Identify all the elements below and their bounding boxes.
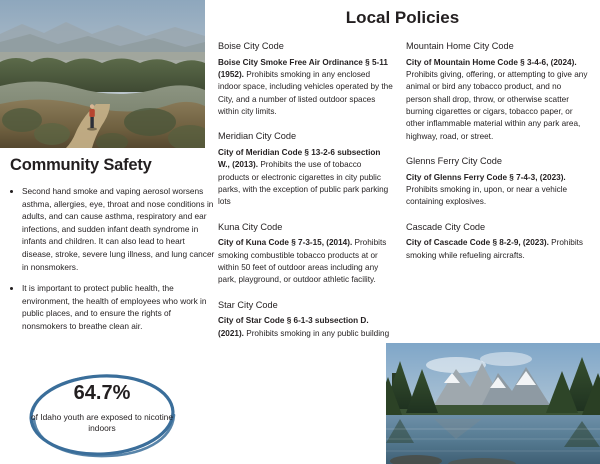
policy-boise (218, 40, 393, 118)
policy-citation: City of Star Code § 6-1-3 subsection D. (2021). (218, 316, 369, 338)
community-safety-bullet-list (6, 185, 218, 342)
policy-heading: Boise City Code (218, 41, 284, 51)
mountain-lake-photo (386, 343, 600, 464)
policy-heading: Meridian City Code (218, 131, 297, 142)
policy-citation: City of Glenns Ferry Code § 7-4-3, (2023). (406, 172, 566, 182)
policy-body (218, 147, 393, 208)
policy-heading: Glenns Ferry City Code (406, 155, 502, 166)
policy-glenns-ferry (406, 155, 588, 209)
policy-mountain-home (406, 40, 588, 143)
policy-text: Prohibits smoking in any enclosed indoor space, including vehicles operated by the City, and a number of listed outdoor spaces within city limits. (218, 70, 393, 116)
policy-citation: City of Kuna Code § 7-3-15, (2014). (218, 238, 353, 248)
left-column (0, 0, 215, 464)
policy-heading: Mountain Home City Code (406, 41, 514, 51)
page-title: Local Policies (345, 8, 460, 27)
policy-citation: Boise City Smoke Free Air Ordinance § 5-11 (1952). (218, 57, 388, 80)
policy-body (218, 57, 393, 118)
list-item: • Second hand smoke and vaping aerosol worsens asthma, allergies, eye, throat and nose conditions in adults, and can cause asthma, respiratory and ear infections, and sudden infant death syndrome in infants and children. It can also lead to heart disease, stroke, severe lung illness, and lung cancer in nonsmokers. (22, 185, 218, 273)
policy-star (218, 299, 393, 340)
policy-text: Prohibits smoking combustible tobacco products at or within 50 feet of outdoor areas including any park, playground, or outdoor athletic facility. (218, 238, 387, 285)
policies-middle-column (218, 40, 393, 352)
policy-heading: Star City Code (218, 299, 278, 310)
list-item: • It is important to protect public health, the environment, the health of employees who work in public places, and to ensure the rights of nonsmokers to breathe clean air. (22, 282, 218, 332)
policy-body (406, 172, 588, 209)
policy-body (406, 57, 588, 143)
policy-body (218, 315, 393, 340)
policy-text: Prohibits the use of tobacco products or electronic cigarettes in city public parks, with the exception of public park parking lots (218, 160, 389, 207)
hero-photo-foothills-trail (0, 0, 205, 148)
policy-heading: Cascade City Code (406, 221, 486, 232)
policy-meridian (218, 130, 393, 208)
statistic-caption: of Idaho youth are exposed to nicotine indoors (30, 412, 173, 434)
policy-text: Prohibits giving, offering, or attempting to give any animal or bird any tobacco product, and no person shall drop, throw, or otherwise scatter burning cigarettes or cigars, tobacco paper, or other inflammable material within any park area, highway, road, or street. (406, 70, 588, 141)
policy-text: Prohibits smoking in any public building (243, 328, 390, 338)
policy-cascade (406, 221, 588, 262)
policy-kuna (218, 221, 393, 287)
policy-text: Prohibits smoking in, upon, or near a vehicle containing explosives. (406, 184, 568, 207)
policy-citation: City of Cascade Code § 8-2-9, (2023). (406, 238, 549, 248)
policy-heading: Kuna City Code (218, 221, 283, 232)
policy-citation: City of Meridian Code § 13-2-6 subsection W., (2013). (218, 148, 381, 170)
policy-text: Prohibits smoking while refueling aircrafts. (406, 238, 584, 260)
policy-citation: City of Mountain Home Code § 3-4-6, (2024). (406, 57, 577, 67)
statistic-percentage: 64.7% (73, 382, 131, 404)
community-safety-heading: Community Safety (10, 156, 152, 174)
statistic-highlight (22, 371, 182, 459)
policy-body (406, 237, 588, 262)
policies-right-column (406, 40, 588, 274)
policy-body (218, 237, 393, 286)
